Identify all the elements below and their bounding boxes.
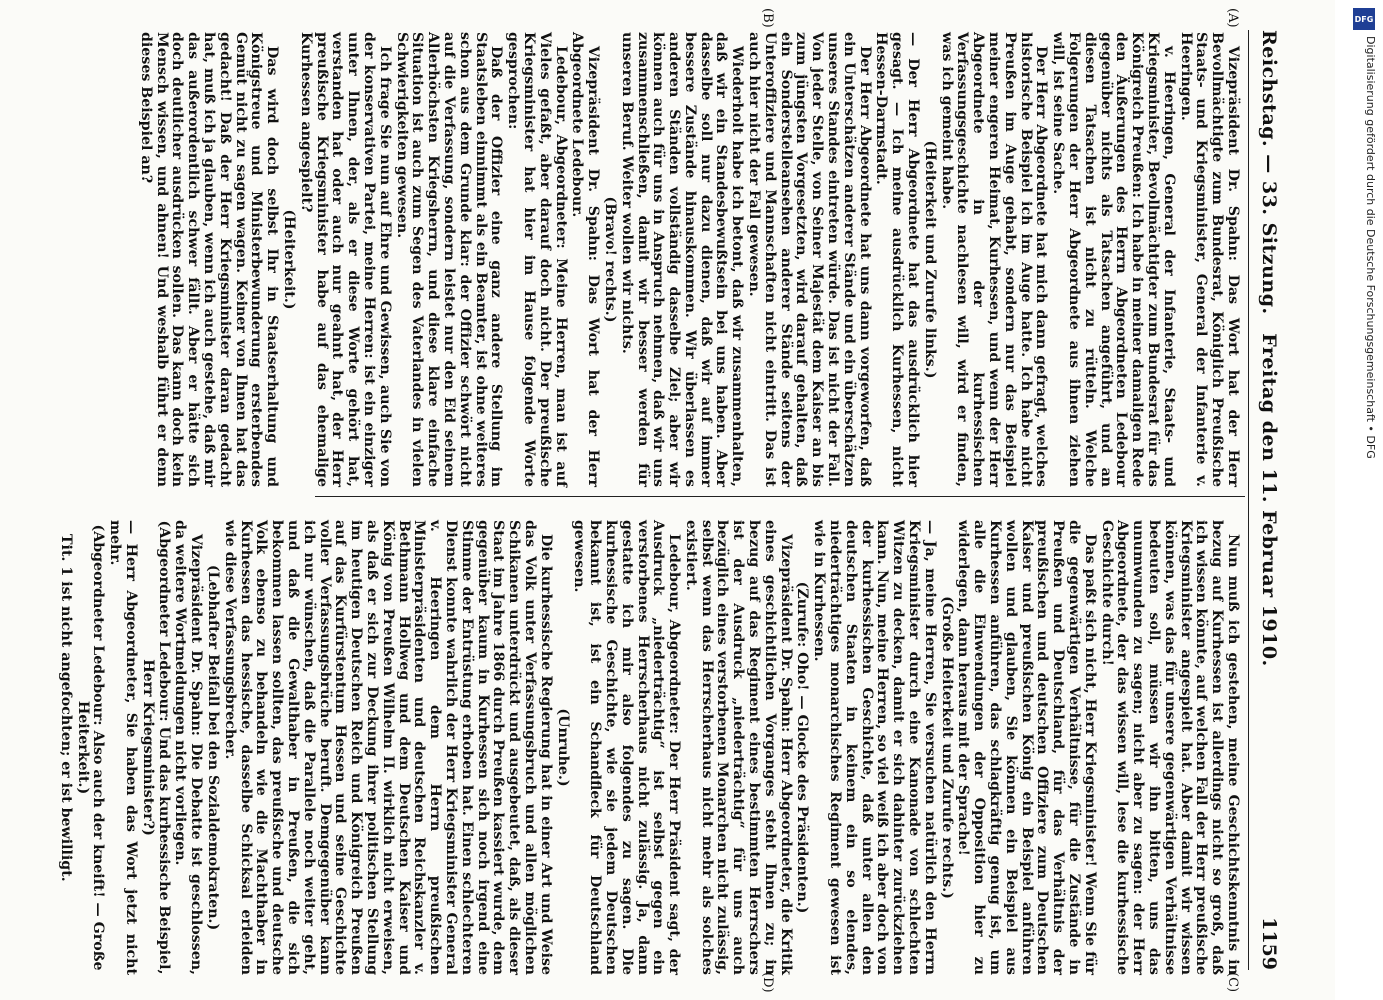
paragraph: Nun muß ich gestehen, meine Geschichtskenntnis in bezug auf Kurhessen ist allerdings nicht so groß, daß ich wissen könnte, auf welchen Fall der Herr preußische Kriegsminister angespielt hat. Aber damit wir wissen können, was das für unsere gegenwärtigen Verhältnisse bedeuten soll, müssen wir ihn bitten, uns das unumwunden zu sagen; nicht aber zu sagen: der Herr Abgeordnete, der das wissen will, lese die kurhessische Geschichte durch! bbox=[1098, 520, 1241, 975]
interjection: (Zurufe: Oho! — Glocke des Präsidenten.) bbox=[794, 581, 811, 914]
interjection: (Abgeordneter Ledebour: Und das kurhessische Beispiel, Herr Kriegsminister?) bbox=[139, 520, 172, 975]
paragraph: Vizepräsident Dr. Spahn: Das Wort hat der Herr Abgeordnete Ledebour. bbox=[569, 32, 602, 487]
digitization-credit bbox=[1349, 8, 1379, 993]
header-left: Reichstag. — 33. Sitzung. bbox=[1258, 30, 1280, 315]
paragraph: Das paßt sich nicht, Herr Kriegsminister! Wenn Sie für die gegenwärtigen Verhältnisse, für die Zustände in Preußen und Deutschland, für das Verhältnis der preußischen und deutschen Offiziere zum Deutschen Kaiser und preußischen König ein Beispiel anführen wollen und glauben, Sie können ein Beispiel aus Kurhessen anführen, das schlagkräftig genug ist, um alle die Einwendungen der Opposition hier zu widerlegen, dann heraus mit der Sprache! bbox=[955, 520, 1098, 975]
margin-marker-a: (A) bbox=[1225, 8, 1240, 28]
paragraph: Ledebour, Abgeordneter: Der Herr Präsident sagt, der Ausdruck „niederträchtig“ ist selbst gegen ein verstorbenes Herrscherhaus nicht zulässig. Ja, dann gestatte ich mir also folgendes zu sagen. Die kurhessische Geschichte, wie sie jedem Deutschen bekannt ist, ist ein Schandfleck für Deutschland gewesen. bbox=[571, 520, 683, 975]
paragraph: Die kurhessische Regierung hat in einer Art und Weise das Volk unter Verfassungsbruch und allen möglichen Schikanen unterdrückt und ausgebeutet, daß, als dieser Staat im Jahre 1866 durch Preußen kassiert wurde, dem gegenüber kaum in Kurhessen sich noch irgend eine Stimme der Entrüstung erhoben hat. Einen schlechteren Dienst konnte wahrlich der Herr Kriegsminister General v. Heeringen dem Herrn preußischen Ministerpräsidenten und deutschen Reichskanzler v. Bethmann Hollweg und dem Deutschen Kaiser und König von Preußen Wilhelm II. wirklich nicht erweisen, als daß er sich zur Deckung ihrer politischen Stellung im heutigen Deutschen Reich und Königreich Preußen auf das Kurfürstentum Hessen und seine Geschichte voller Verfassungsbrüche beruft. Demgegenüber kann ich nur wünschen, daß die Parallele noch weiter geht, und daß die Gewalthaber in Preußen, die sich bekommen lassen sollten, das preußische und deutsche Volk ebenso zu behandeln wie die Machthaber in Kurhessen das hessische, dasselbe Schicksal erleiden wie diese Verfassungsbrecher. bbox=[221, 520, 554, 975]
page-header bbox=[1250, 30, 1280, 970]
dfg-logo: DFG bbox=[1353, 8, 1375, 30]
margin-marker-d: (D) bbox=[760, 972, 775, 993]
interjection: (Unruhe.) bbox=[554, 708, 571, 787]
margin-marker-c: (C) bbox=[1225, 972, 1240, 993]
header-rule bbox=[1248, 30, 1249, 970]
paragraph: v. Heeringen, General der Infanterie, Staats- und Kriegsminister, Bevollmächtigter zum Bundesrat für das Königreich Preußen: Ich habe in meiner damaligen Rede den Äußerungen des Herrn Abgeordneten Ledebour gegenüber nichts als Tatsachen angeführt, und an diesen Tatsachen ist nicht zu rütteln. Welche Folgerungen der Herr Abgeordnete aus ihnen ziehen will, ist seine Sache. bbox=[1050, 32, 1177, 487]
left-column bbox=[136, 32, 1240, 487]
quotation: Daß der Offizier eine ganz andere Stellung im Staatsleben einnimmt als ein Beamter, ist ohne weiteres schon aus dem Grunde klar: der Offizier schwört nicht auf die Verfassung, sondern leistet nur den Eid seinem Allerhöchsten Kriegsherrn, und diese klare einfache Situation ist auch zum Segen des Vaterlandes in vielen Schwierigkeiten gewesen. bbox=[393, 32, 505, 487]
paragraph: Ich frage Sie nun auf Ehre und Gewissen, auch Sie von der konservativen Partei, meine Herren: ist ein einziger unter Ihnen, der, als er diese Worte gehört hat, verstanden hat oder auch nur geahnt hat, der Herr preußische Kriegsminister habe auf das ehemalige Kurhessen angespielt? bbox=[297, 32, 393, 487]
page-number: 1159 bbox=[1258, 917, 1280, 970]
right-column bbox=[56, 520, 1240, 975]
interjection: (Bravo! rechts.) bbox=[601, 196, 618, 323]
paragraph: Tit. 1 ist nicht angefochten; er ist bewilligt. bbox=[57, 534, 74, 882]
paragraph: Vizepräsident Dr. Spahn: Herr Abgeordneter, die Kritik eines geschichtlichen Vorganges steht Ihnen zu; in bezug auf das Regiment eines bestimmten Herrschers ist der Ausdruck „niederträchtig“ für uns auch bezüglich eines verstorbenen Monarchen nicht zulässig, selbst wenn das Herrscherhaus nicht mehr als solches existiert. bbox=[682, 520, 794, 975]
column-divider bbox=[315, 496, 1245, 497]
interjection: (Heiterkeit.) bbox=[280, 209, 297, 310]
interjection: (Große Heiterkeit und Zurufe rechts.) bbox=[938, 596, 955, 899]
interjection: (Abgeordneter Ledebour: Also auch der kneift! — Große Heiterkeit.) bbox=[74, 524, 107, 971]
paragraph: Vizepräsident Dr. Spahn: Die Debatte ist geschlossen, da weitere Wortmeldungen nicht vorliegen. bbox=[172, 520, 205, 975]
paragraph: Vizepräsident Dr. Spahn: Das Wort hat der Herr Bevollmächtigte zum Bundesrat, Königlich Preußische Staats- und Kriegsminister, General der Infanterie v. Heeringen. bbox=[1177, 32, 1241, 487]
interjection: (Lebhafter Beifall bei den Sozialdemokraten.) bbox=[205, 564, 221, 931]
header-date: Freitag den 11. Februar 1910. bbox=[1258, 333, 1280, 667]
paragraph: — Herr Abgeordneter, Sie haben das Wort jetzt nicht mehr. bbox=[107, 520, 140, 975]
credit-text: Digitalisierung gefördert durch die Deutsche Forschungsgemeinschaft • DFG bbox=[1364, 36, 1377, 459]
paragraph: — Ja, meine Herren, Sie versuchen natürlich den Herrn Kriegsminister durch eine Kanonade von schlechten Witzen zu decken, damit er sich dahinter zurückziehen kann. Nun, meine Herren, so viel weiß ich aber doch von der kurhessischen Geschichte, daß unter allen den deutschen Staaten in keinem ein so elendes, niederträchtiges monarchisches Regiment gewesen ist wie in Kurhessen. bbox=[811, 520, 938, 975]
paragraph: — Der Herr Abgeordnete hat das ausdrücklich hier gesagt. — Ich meine ausdrücklich Kurhessen, nicht Hessen-Darmstadt. bbox=[873, 32, 922, 487]
paragraph: Der Herr Abgeordnete hat uns dann vorgeworfen, daß ein Unterschätzen anderer Stände und ein überschätzen unseres Standes eintreten würde. Das ist nicht der Fall. Von jeder Stelle, von Seiner Majestät dem Kaiser an bis zum jüngsten Vorgesetzten, wird darauf gehalten, daß ein Sonderstelleansehen anderer Stände seitens der Unteroffiziere und Mannschaften nicht eintritt. Das ist auch hier nicht der Fall gewesen. bbox=[746, 32, 873, 487]
margin-marker-b: (B) bbox=[760, 8, 775, 28]
paragraph: Der Herr Abgeordnete hat mich dann gefragt, welches historische Beispiel ich im Auge hatte. Ich habe nicht Preußen im Auge gehabt, sondern nur das Beispiel meiner engeren Heimat, Kurhessen, und wenn der Herr Abgeordnete in der kurhessischen Verfassungsgeschichte nachlesen will, wird er finden, was ich gemeint habe. bbox=[938, 32, 1050, 487]
paragraph: Wiederholt habe ich betont, daß wir zusammenhalten, daß wir ein Standesbewußtsein bei uns haben. Aber dasselbe soll nur dazu dienen, daß wir auf immer bessere Zustände hinauskommen. Wir überlassen es anderen Ständen vollständig dasselbe Ziel; aber wir können auch für uns in Anspruch nehmen, daß wir uns zusammenschließen, damit wir besser werden für unseren Beruf. Weiter wollen wir nichts. bbox=[618, 32, 746, 487]
interjection: (Heiterkeit und Zurufe links.) bbox=[921, 140, 938, 379]
paragraph: Ledebour, Abgeordneter: Meine Herren, man ist auf Vieles gefaßt, aber darauf doch nicht. Der preußische Kriegsminister hat hier im Hause folgende Worte gesprochen: bbox=[505, 32, 569, 487]
paragraph: Das wird doch selbst Ihr in Staatserhaltung und Königstreue und Ministerbewunderung ersterbendes Gemüt nicht zu sagen wagen. Keiner von Ihnen hat das gedacht! Daß der Herr Kriegsminister daran gedacht hat, muß ich ja glauben, wenn ich auch gestehe, daß mir das außerordentlich schwer fällt. Aber er hätte sich doch deutlicher ausdrücken sollen. Das kann doch kein Mensch wissen, und ahnen! Und weshalb führt er denn dieses Beispiel an? bbox=[137, 32, 281, 487]
